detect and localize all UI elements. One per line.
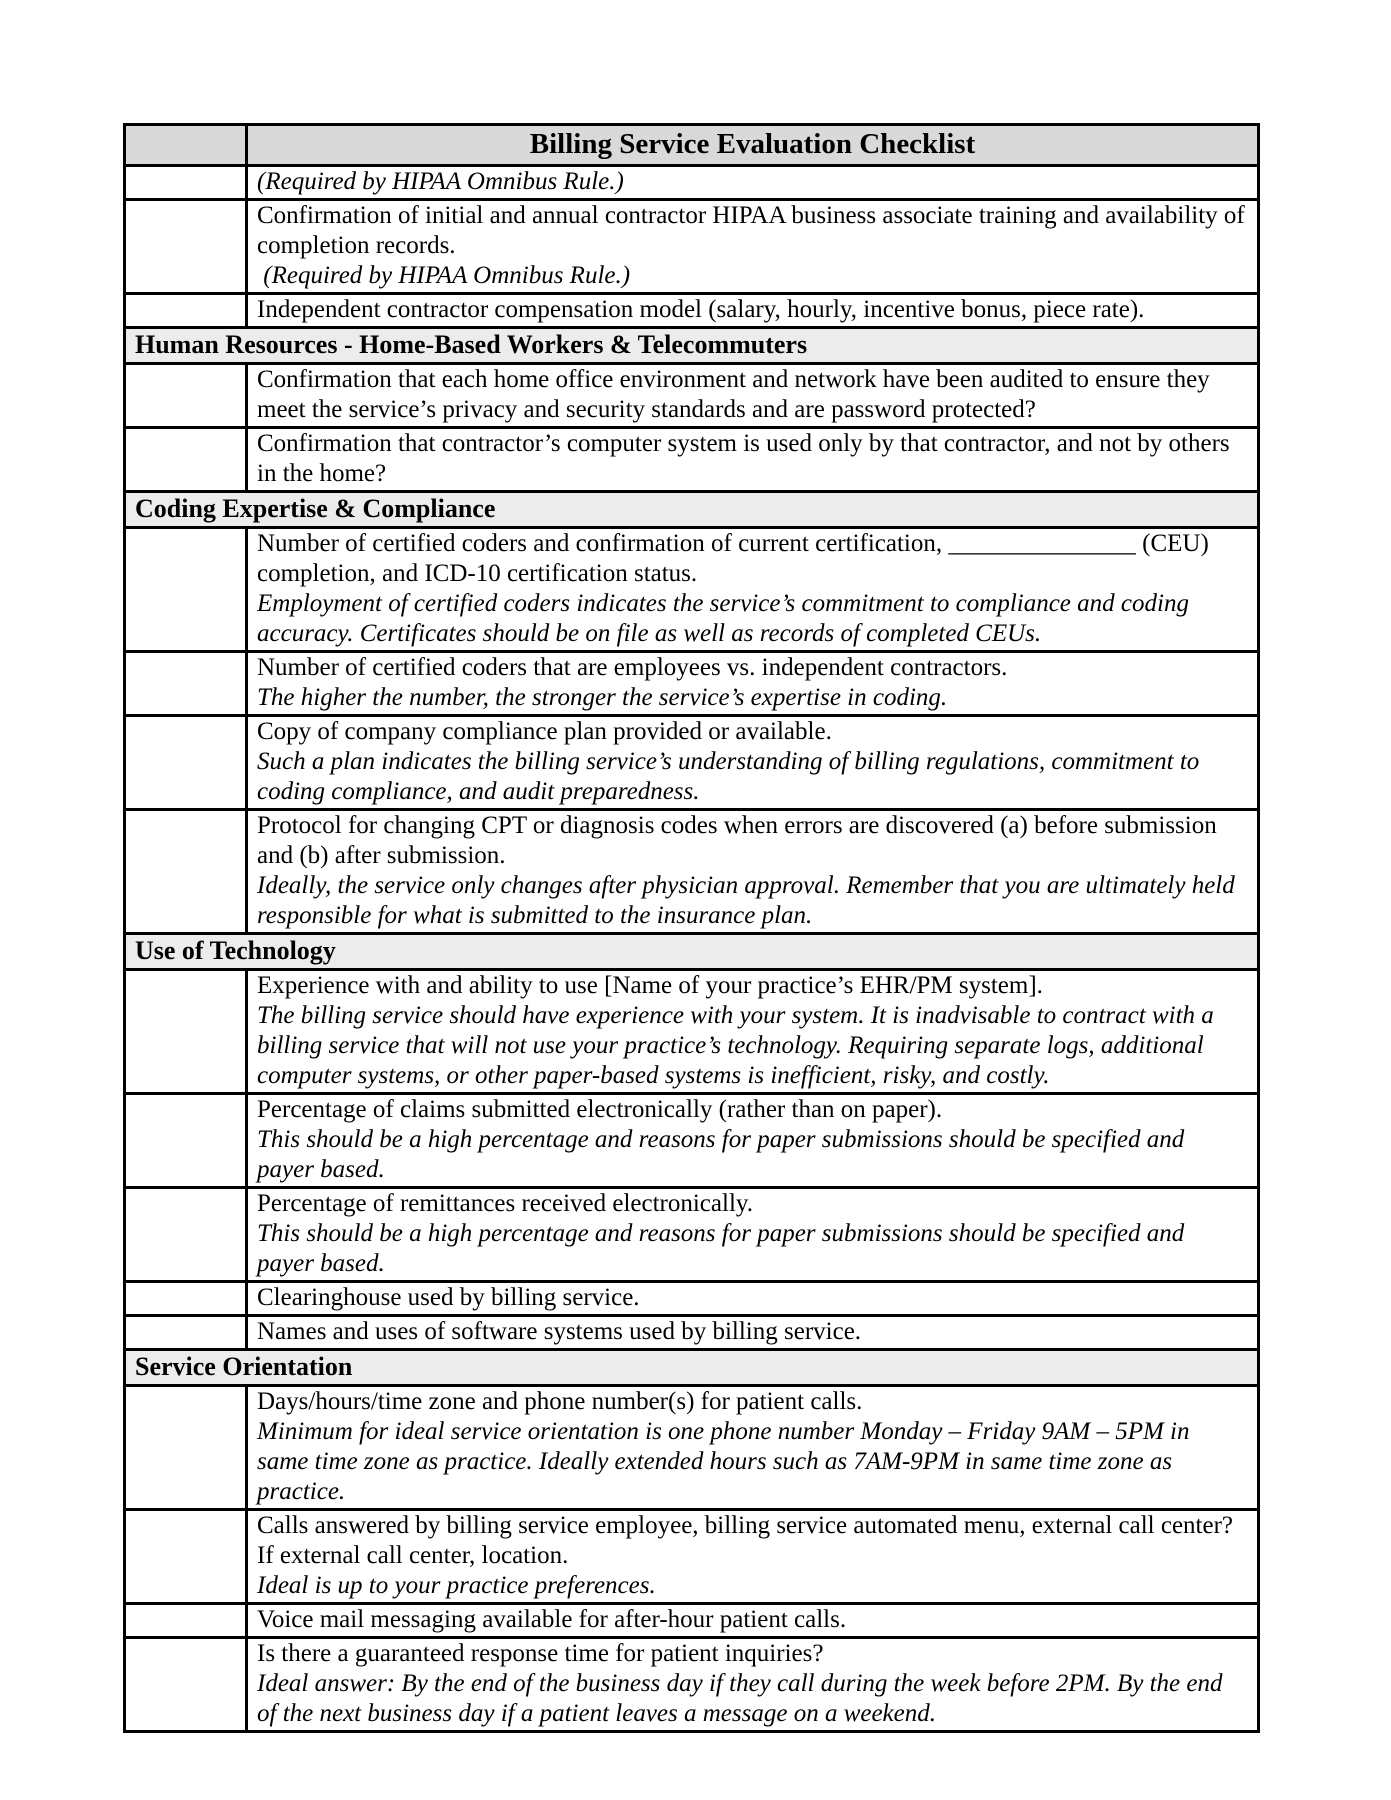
item-cell <box>247 428 1259 492</box>
item-cell <box>247 200 1259 294</box>
item-cell <box>247 652 1259 716</box>
item-note: Such a plan indicates the billing service’s understanding of billing regulations, commitment to coding compliance, and audit preparedness. <box>257 748 1206 805</box>
item-cell <box>247 810 1259 934</box>
section-header: Service Orientation <box>125 1350 1259 1386</box>
checkbox-cell[interactable] <box>125 428 247 492</box>
checklist-row <box>125 528 1259 652</box>
section-header-row <box>125 328 1259 364</box>
item-text: Confirmation of initial and annual contractor HIPAA business associate training and availability of completion records. <box>257 202 1251 259</box>
item-cell <box>247 1510 1259 1604</box>
checkbox-cell[interactable] <box>125 1638 247 1732</box>
section-header: Human Resources - Home-Based Workers & Telecommuters <box>125 328 1259 364</box>
item-cell <box>247 1188 1259 1282</box>
item-note: The billing service should have experience with your system. It is inadvisable to contract with a billing service that will not use your practice’s technology. Requiring separate logs, additional computer systems, or other paper-based systems is inefficient, risky, and costly. <box>257 1002 1221 1089</box>
checkbox-cell[interactable] <box>125 652 247 716</box>
item-text: Names and uses of software systems used by billing service. <box>257 1318 862 1345</box>
checklist-table-body <box>125 125 1259 1732</box>
item-cell <box>247 716 1259 810</box>
item-text: Experience with and ability to use [Name of your practice’s EHR/PM system]. <box>257 972 1043 999</box>
checklist-row <box>125 716 1259 810</box>
item-note: This should be a high percentage and reasons for paper submissions should be specified and payer based. <box>257 1220 1191 1277</box>
section-header: Use of Technology <box>125 934 1259 970</box>
section-header-row <box>125 492 1259 528</box>
item-cell <box>247 166 1259 200</box>
item-text: Confirmation that contractor’s computer system is used only by that contractor, and not by others in the home? <box>257 430 1236 487</box>
item-cell <box>247 1604 1259 1638</box>
item-text: Percentage of claims submitted electronically (rather than on paper). <box>257 1096 943 1123</box>
checklist-row <box>125 810 1259 934</box>
item-text: Number of certified coders that are employees vs. independent contractors. <box>257 654 1008 681</box>
checklist-row <box>125 1510 1259 1604</box>
billing-checklist-table <box>123 123 1260 1733</box>
item-text: Calls answered by billing service employee, billing service automated menu, external call center? If external call center, location. <box>257 1512 1240 1569</box>
item-cell <box>247 364 1259 428</box>
checkbox-cell[interactable] <box>125 528 247 652</box>
item-text: Protocol for changing CPT or diagnosis codes when errors are discovered (a) before submission and (b) after submission. <box>257 812 1223 869</box>
item-note: Ideal answer: By the end of the business day if they call during the week before 2PM. By the end of the next business day if a patient leaves a message on a weekend. <box>257 1670 1229 1727</box>
item-note: Employment of certified coders indicates the service’s commitment to compliance and coding accuracy. Certificates should be on file as well as records of completed CEUs. <box>257 590 1196 647</box>
item-text: Clearinghouse used by billing service. <box>257 1284 640 1311</box>
item-text: Voice mail messaging available for after-hour patient calls. <box>257 1606 847 1633</box>
checkbox-cell[interactable] <box>125 200 247 294</box>
checklist-row <box>125 1386 1259 1510</box>
item-text: Independent contractor compensation model (salary, hourly, incentive bonus, piece rate). <box>257 296 1145 323</box>
item-cell <box>247 1094 1259 1188</box>
checklist-row <box>125 970 1259 1094</box>
checkbox-cell[interactable] <box>125 1316 247 1350</box>
checklist-row <box>125 1094 1259 1188</box>
checklist-row <box>125 1638 1259 1732</box>
section-header-row <box>125 934 1259 970</box>
checkbox-cell[interactable] <box>125 1604 247 1638</box>
item-cell <box>247 528 1259 652</box>
item-text: Number of certified coders and confirmation of current certification, _______________ (CEU) completion, and ICD-10 certification status. <box>257 530 1216 587</box>
item-cell <box>247 1638 1259 1732</box>
checkbox-cell[interactable] <box>125 364 247 428</box>
item-note: (Required by HIPAA Omnibus Rule.) <box>257 168 624 195</box>
item-text: Percentage of remittances received electronically. <box>257 1190 754 1217</box>
item-text: Days/hours/time zone and phone number(s) for patient calls. <box>257 1388 863 1415</box>
checklist-row <box>125 294 1259 328</box>
checkbox-cell[interactable] <box>125 1094 247 1188</box>
title-row <box>125 125 1259 166</box>
checklist-row <box>125 428 1259 492</box>
item-cell <box>247 1282 1259 1316</box>
checkbox-cell[interactable] <box>125 294 247 328</box>
checkbox-cell[interactable] <box>125 1282 247 1316</box>
item-text: Copy of company compliance plan provided or available. <box>257 718 832 745</box>
checkbox-cell[interactable] <box>125 1188 247 1282</box>
checkbox-cell[interactable] <box>125 1510 247 1604</box>
page-title: Billing Service Evaluation Checklist <box>247 125 1259 166</box>
checkbox-cell[interactable] <box>125 970 247 1094</box>
item-note: Minimum for ideal service orientation is one phone number Monday – Friday 9AM – 5PM in same time zone as practice. Ideally extended hours such as 7AM-9PM in same time zone as practice. <box>257 1418 1196 1505</box>
item-text: Is there a guaranteed response time for patient inquiries? <box>257 1640 824 1667</box>
item-text: Confirmation that each home office environment and network have been audited to ensure they meet the service’s privacy and security standards and are password protected? <box>257 366 1216 423</box>
item-cell <box>247 1386 1259 1510</box>
checklist-row <box>125 1604 1259 1638</box>
item-note: The higher the number, the stronger the service’s expertise in coding. <box>257 684 948 711</box>
checkbox-cell[interactable] <box>125 166 247 200</box>
checkbox-cell[interactable] <box>125 810 247 934</box>
checklist-row <box>125 1188 1259 1282</box>
checkbox-cell[interactable] <box>125 716 247 810</box>
section-header: Coding Expertise & Compliance <box>125 492 1259 528</box>
item-note: Ideally, the service only changes after physician approval. Remember that you are ultimately held responsible for what is submitted to the insurance plan. <box>257 872 1241 929</box>
section-header-row <box>125 1350 1259 1386</box>
checklist-row <box>125 200 1259 294</box>
checklist-row <box>125 1282 1259 1316</box>
item-note: Ideal is up to your practice preferences. <box>257 1572 656 1599</box>
item-cell <box>247 294 1259 328</box>
title-left-cell <box>125 125 247 166</box>
checklist-row <box>125 364 1259 428</box>
checklist-row <box>125 652 1259 716</box>
checkbox-cell[interactable] <box>125 1386 247 1510</box>
item-cell <box>247 1316 1259 1350</box>
item-note: This should be a high percentage and reasons for paper submissions should be specified and payer based. <box>257 1126 1191 1183</box>
checklist-row <box>125 1316 1259 1350</box>
checklist-row <box>125 166 1259 200</box>
item-cell <box>247 970 1259 1094</box>
item-note: (Required by HIPAA Omnibus Rule.) <box>257 262 631 289</box>
